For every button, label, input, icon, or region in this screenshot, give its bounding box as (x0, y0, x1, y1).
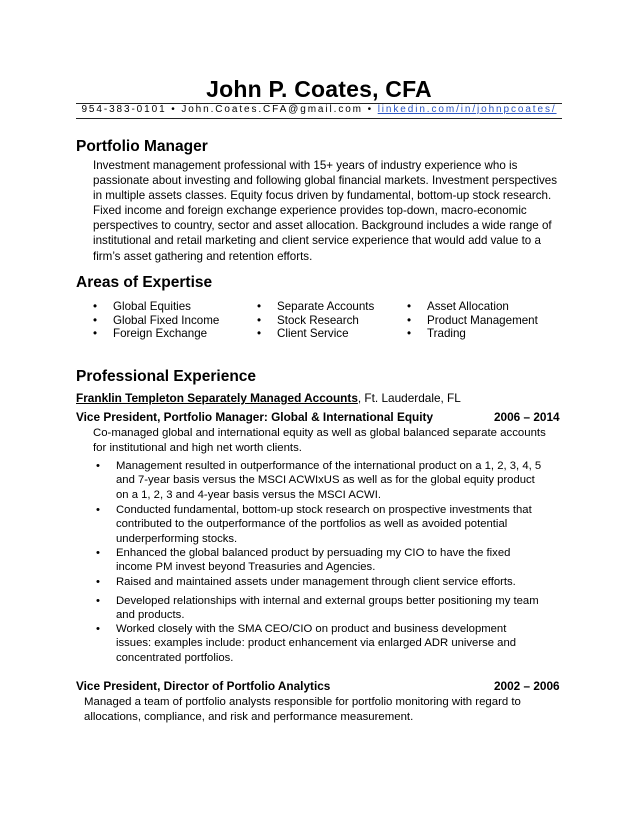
bullet-line: and 7-year basis versus the MSCI ACWIxUS as well as for the global equity product (116, 474, 535, 487)
separator-2: • (367, 104, 373, 115)
section-title-experience: Professional Experience (76, 368, 257, 385)
role-description (84, 695, 521, 724)
achievement-bullet (96, 546, 511, 575)
summary-paragraph (93, 158, 557, 264)
bullet-marker: • (96, 595, 100, 607)
role-description-line: for institutional and high net worth clients. (93, 441, 302, 454)
bullet-line: on a 1, 2, 3 and 4-year basis versus the MSCI ACWI. (116, 488, 381, 501)
bullet-line: and products. (116, 609, 185, 622)
summary-line: passionate about investing and following global financial markets. Investment perspectives (93, 174, 558, 188)
bullet-line: issues: examples include: product enhancement via enlarged ADR universe and (116, 637, 517, 650)
candidate-name: John P. Coates, CFA (206, 76, 432, 102)
bullet-line: underperforming stocks. (116, 532, 238, 545)
bullet-marker: • (96, 504, 100, 516)
expertise-item: • Global Fixed Income (93, 314, 219, 328)
bullet-line: contributed to the outperformance of the portfolios as well as avoided potential (116, 518, 508, 531)
summary-line: in multiple assets classes. Equity focus driven by fundamental, bottom-up stock research. (93, 189, 552, 203)
role-title: Vice President, Director of Portfolio Analytics (76, 679, 331, 693)
expertise-item: • Trading (407, 327, 538, 341)
email-address: John.Coates.CFA@gmail.com (181, 104, 363, 115)
role-title-row (76, 410, 562, 424)
expertise-column-2 (257, 300, 374, 341)
summary-line: Fixed income and foreign exchange experience provides top-down, macro-economic (93, 204, 527, 218)
summary-line: firm’s asset gathering and retention efforts. (93, 249, 313, 263)
phone-number: 954-383-0101 (81, 104, 167, 115)
bullet-marker: • (96, 460, 100, 472)
role-title: Vice President, Portfolio Manager: Global & International Equity (76, 410, 434, 424)
achievement-bullet (96, 459, 542, 502)
bullet-marker: • (96, 547, 100, 559)
summary-line: Investment management professional with 15+ years of industry experience who is (93, 159, 518, 172)
role-title-row (76, 679, 562, 693)
expertise-column-3 (407, 300, 538, 341)
employer-location: , Ft. Lauderdale, FL (357, 391, 461, 405)
linkedin-link[interactable]: linkedin.com/in/johnpcoates/ (377, 104, 557, 115)
bullet-line: concentrated portfolios. (116, 651, 234, 664)
role-description-line: Managed a team of portfolio analysts responsible for portfolio monitoring with regard to (84, 696, 521, 708)
role-description-line: allocations, compliance, and risk and performance measurement. (84, 710, 414, 723)
expertise-item: • Separate Accounts (257, 300, 374, 314)
role-description-line: Co-managed global and international equity as well as global balanced separate accounts (93, 427, 546, 439)
bullet-line: Developed relationships with internal and external groups better positioning my team (116, 595, 539, 607)
header-bottom-rule (76, 118, 562, 119)
employer-name: Franklin Templeton Separately Managed Accounts (76, 391, 358, 405)
employer-line (76, 391, 461, 405)
bullet-line: Worked closely with the SMA CEO/CIO on product and business development (116, 623, 507, 635)
expertise-item: • Asset Allocation (407, 300, 538, 314)
expertise-column-1 (93, 300, 219, 341)
separator-1: • (171, 104, 177, 115)
expertise-item: • Product Management (407, 314, 538, 328)
expertise-item: • Global Equities (93, 300, 219, 314)
bullet-line: Enhanced the global balanced product by persuading my CIO to have the fixed (116, 547, 511, 559)
section-title-summary: Portfolio Manager (76, 138, 208, 155)
expertise-item: • Stock Research (257, 314, 374, 328)
summary-line: perspectives to country, sector and asset allocation. Background includes a wide range of (93, 219, 552, 233)
bullet-marker: • (96, 576, 100, 588)
section-title-expertise: Areas of Expertise (76, 274, 213, 291)
role-years: 2002 – 2006 (494, 679, 560, 693)
contact-line (76, 104, 562, 115)
bullet-line: Management resulted in outperformance of the international product on a 1, 2, 3, 4, 5 (116, 460, 542, 472)
expertise-item: • Foreign Exchange (93, 327, 219, 341)
bullet-line: Raised and maintained assets under management through client service efforts. (116, 576, 516, 588)
achievement-bullet (96, 575, 516, 589)
summary-line: institutional and retail marketing and client service experience that would add value to a (93, 234, 541, 248)
bullet-marker: • (96, 623, 100, 635)
expertise-item: • Client Service (257, 327, 374, 341)
achievement-bullet (96, 503, 532, 546)
role-description (93, 426, 546, 455)
achievement-bullet (96, 594, 539, 623)
bullet-line: income PM invest beyond Treasuries and Agencies. (116, 561, 376, 574)
bullet-line: Conducted fundamental, bottom-up stock research on prospective investments that (116, 504, 532, 516)
role-years: 2006 – 2014 (494, 410, 560, 424)
achievement-bullet (96, 622, 517, 665)
